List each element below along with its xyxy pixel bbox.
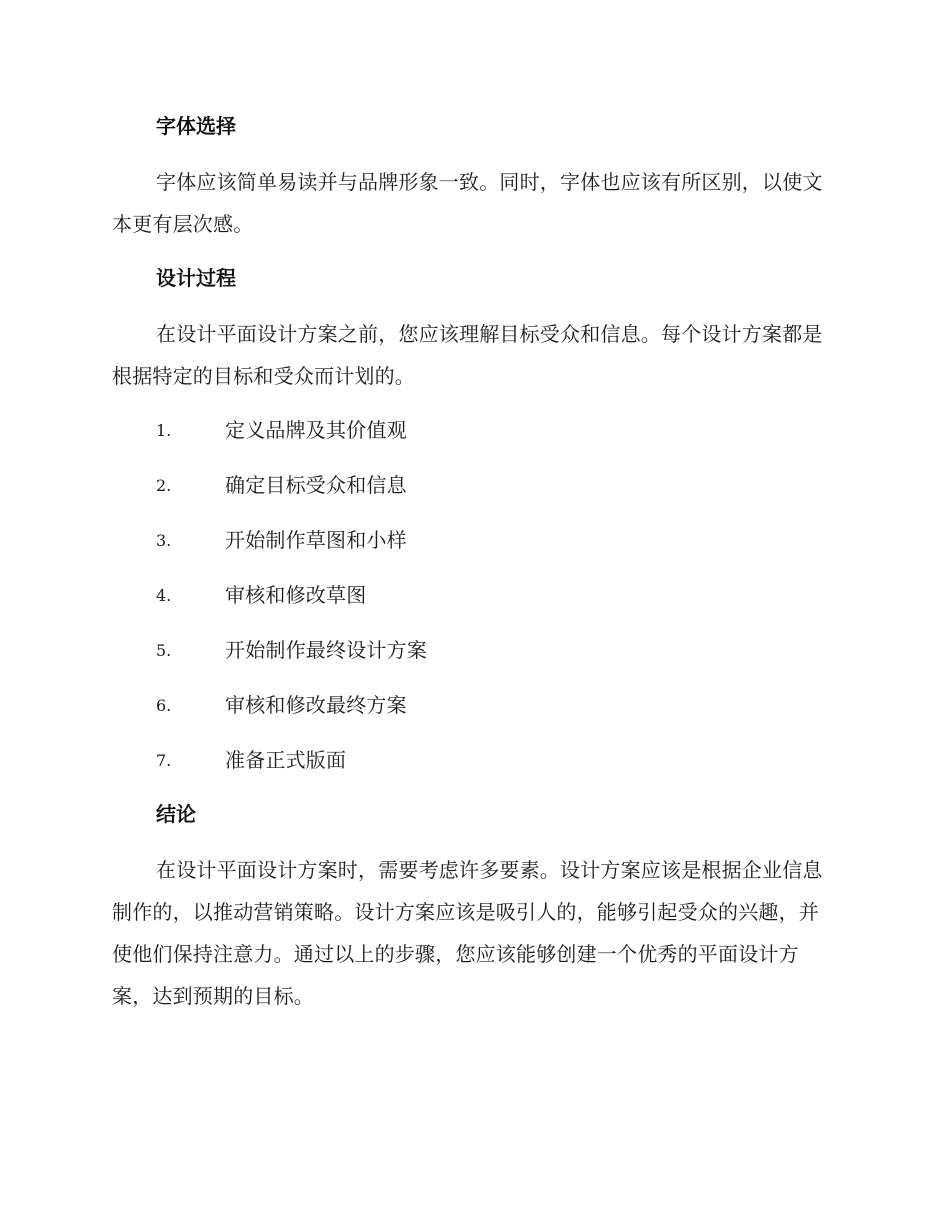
paragraph-design-process: 在设计平面设计方案之前，您应该理解目标受众和信息。每个设计方案都是根据特定的目标和受众而计划的。 (112, 322, 823, 388)
list-item (0, 635, 950, 665)
list-item (0, 470, 950, 500)
heading-font-selection: 字体选择 (156, 114, 236, 138)
list-item-text: 准备正式版面 (225, 748, 347, 772)
list-item-text: 审核和修改最终方案 (225, 693, 407, 717)
list-item-number: 1. (156, 421, 172, 440)
list-item (0, 415, 950, 445)
list-item-number: 5. (156, 641, 172, 660)
paragraph-conclusion: 在设计平面设计方案时，需要考虑许多要素。设计方案应该是根据企业信息制作的，以推动营销策略。设计方案应该是吸引人的，能够引起受众的兴趣，并使他们保持注意力。通过以上的步骤，您应该能够创建一个优秀的平面设计方案，达到预期的目标。 (112, 858, 823, 1008)
heading-conclusion: 结论 (156, 802, 196, 826)
list-item-text: 定义品牌及其价值观 (225, 418, 407, 442)
list-item (0, 690, 950, 720)
list-item (0, 745, 950, 775)
list-item-number: 6. (156, 696, 172, 715)
list-item-text: 审核和修改草图 (225, 583, 367, 607)
list-item-text: 开始制作最终设计方案 (225, 638, 427, 662)
list-item-number: 7. (156, 751, 172, 770)
list-item-text: 确定目标受众和信息 (225, 473, 407, 497)
heading-design-process: 设计过程 (156, 266, 236, 290)
paragraph-font-selection: 字体应该简单易读并与品牌形象一致。同时，字体也应该有所区别，以使文本更有层次感。 (112, 170, 823, 236)
list-item (0, 525, 950, 555)
list-item-number: 3. (156, 531, 172, 550)
list-item-number: 2. (156, 476, 172, 495)
list-item (0, 580, 950, 610)
list-item-number: 4. (156, 586, 172, 605)
list-item-text: 开始制作草图和小样 (225, 528, 407, 552)
